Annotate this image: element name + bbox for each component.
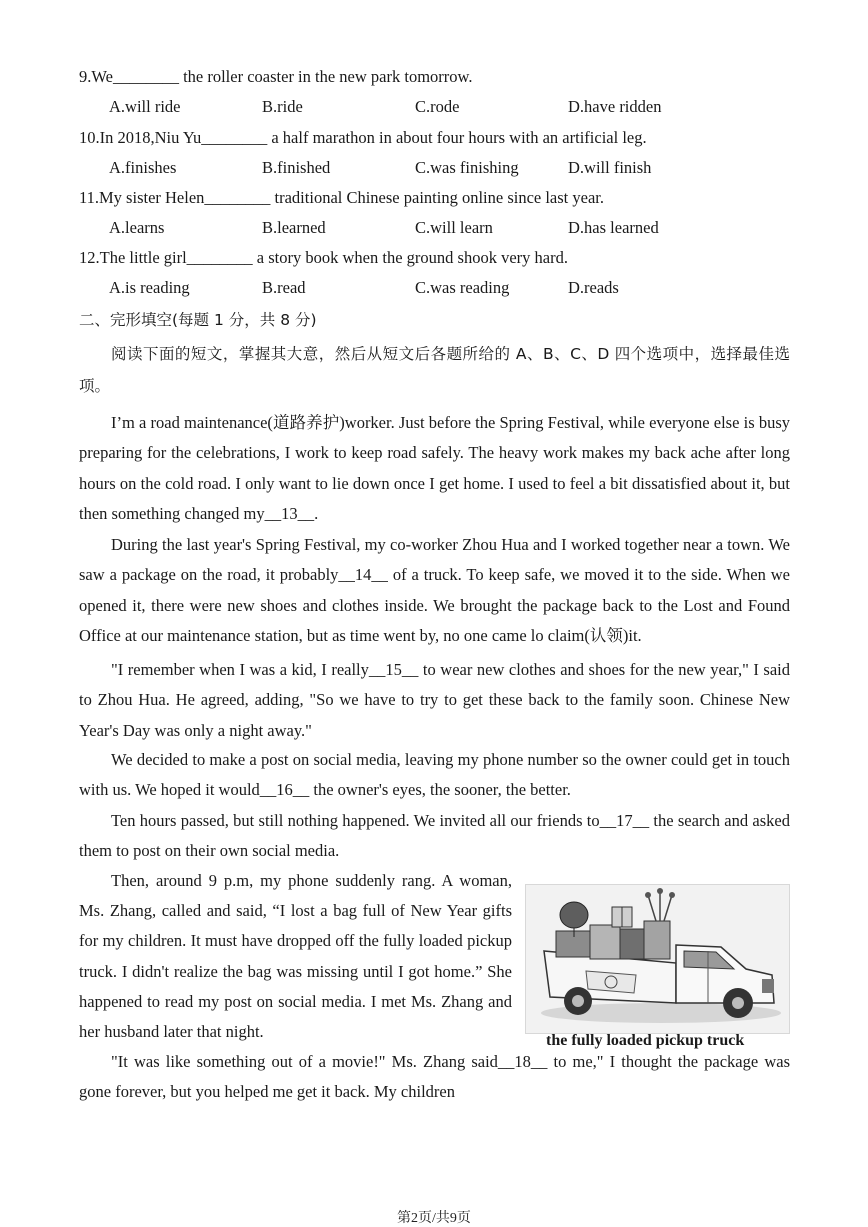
passage-paragraph-1: I’m a road maintenance(道路养护)worker. Just before the Spring Festival, while everyone else is busy preparing for the celebrations, I work to keep road safely. The heavy work makes my back ache after long hours on the cold road. I only want to lie down once I get home. I used to feel a bit dissatisfied about it, but then something changed my__13__.	[79, 413, 790, 523]
question-11-option-d: D.has learned	[568, 218, 659, 237]
question-11-option-c: C.will learn	[415, 218, 493, 237]
page-number: 第2页/共9页	[397, 1211, 471, 1226]
section-heading: 二、完形填空(每题 1 分，共 8 分)	[79, 311, 317, 329]
question-9-option-d: D.have ridden	[568, 97, 662, 116]
section-instruction: 阅读下面的短文，掌握其大意，然后从短文后各题所给的 A、B、C、D 四个选项中，选择最佳选项。	[79, 345, 790, 395]
question-12-option-c: C.was reading	[415, 278, 510, 297]
question-9-option-c: C.rode	[415, 97, 460, 116]
question-12-option-d: D.reads	[568, 278, 619, 297]
passage-paragraph-5: Ten hours passed, but still nothing happened. We invited all our friends to__17__ the search and asked them to post on their own social media.	[79, 811, 790, 861]
question-10-option-d: D.will finish	[568, 158, 652, 177]
passage-paragraph-6: Then, around 9 p.m, my phone suddenly rang. A woman, Ms. Zhang, called and said, “I lost a bag full of New Year gifts for my children. It must have dropped off the fully loaded pickup truck. I didn't realize the bag was missing until I got home.” She happened to read my post on social media. I met Ms. Zhang and her husband later that night.	[79, 871, 512, 1042]
passage-paragraph-7: "It was like something out of a movie!" Ms. Zhang said__18__ to me," I thought the package was gone forever, but you helped me get it back. My children	[79, 1052, 790, 1102]
question-10-option-c: C.was finishing	[415, 158, 519, 177]
question-10-option-a: A.finishes	[109, 158, 177, 177]
passage-paragraph-3: "I remember when I was a kid, I really__15__ to wear new clothes and shoes for the new year," I said to Zhou Hua. He agreed, adding, "So we have to try to get these back to the family soon. Chinese New Year's Day was only a night away."	[79, 660, 790, 740]
question-10-stem: 10.In 2018,Niu Yu________ a half marathon in about four hours with an artificial leg.	[79, 128, 647, 147]
question-9-option-a: A.will ride	[109, 97, 181, 116]
question-9-option-b: B.ride	[262, 97, 303, 116]
question-9-stem: 9.We________ the roller coaster in the new park tomorrow.	[79, 67, 473, 86]
figure-caption: the fully loaded pickup truck	[546, 1032, 745, 1049]
pickup-truck-image	[525, 884, 790, 1034]
passage-paragraph-2: During the last year's Spring Festival, my co-worker Zhou Hua and I worked together near a town. We saw a package on the road, it probably__14__ of a truck. To keep safe, we moved it to the side. When we opened it, there were new shoes and clothes inside. We brought the package back to the Lost and Found Office at our maintenance station, but as time went by, no one came lo claim(认领)it.	[79, 535, 790, 645]
question-11-option-a: A.learns	[109, 218, 165, 237]
pickup-truck-illustration	[526, 885, 789, 1033]
question-11-option-b: B.learned	[262, 218, 326, 237]
question-12-option-b: B.read	[262, 278, 306, 297]
question-10-option-b: B.finished	[262, 158, 331, 177]
passage-paragraph-4: We decided to make a post on social media, leaving my phone number so the owner could get in touch with us. We hoped it would__16__ the owner's eyes, the sooner, the better.	[79, 750, 790, 800]
question-12-option-a: A.is reading	[109, 278, 190, 297]
question-12-stem: 12.The little girl________ a story book when the ground shook very hard.	[79, 248, 568, 267]
question-11-stem: 11.My sister Helen________ traditional Chinese painting online since last year.	[79, 188, 604, 207]
